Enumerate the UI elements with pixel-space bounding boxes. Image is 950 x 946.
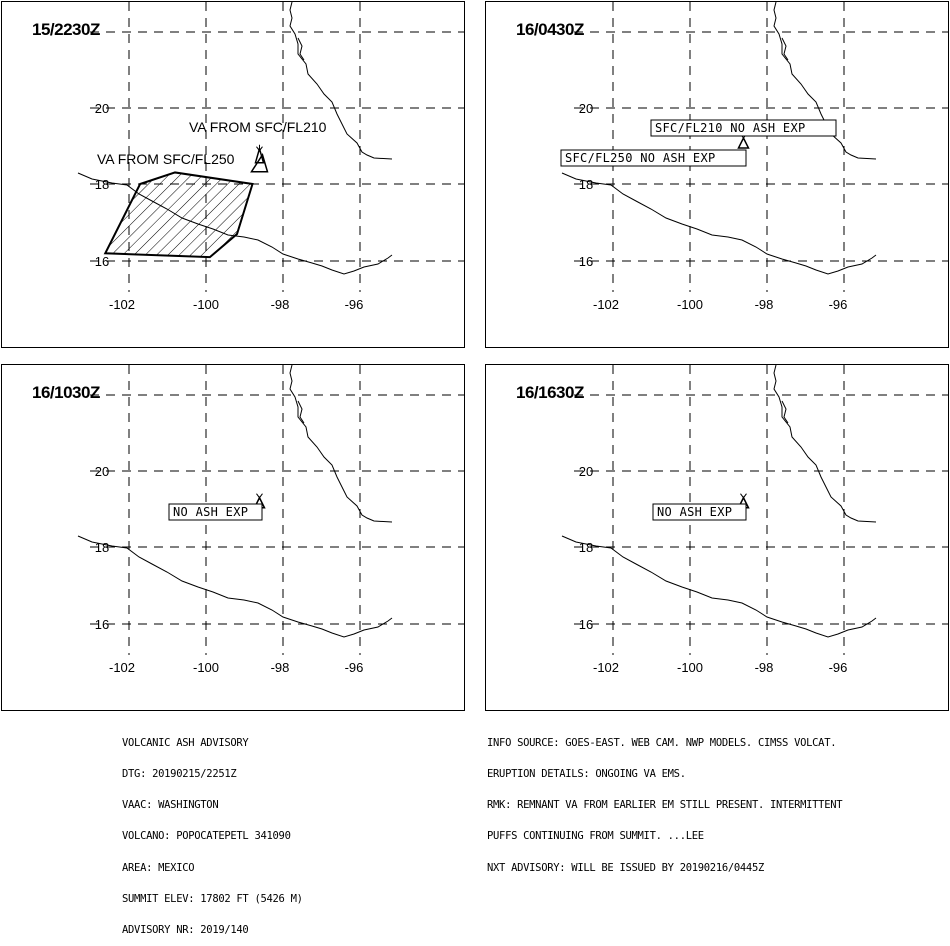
lagoon-outline bbox=[782, 38, 788, 60]
eruption-symbol bbox=[740, 494, 746, 498]
panel-3 bbox=[1, 364, 465, 711]
no-ash-label: NO ASH EXP bbox=[173, 505, 249, 519]
advisory-next: NXT ADVISORY: WILL BE ISSUED BY 20190216/0445Z bbox=[487, 861, 764, 874]
volcano-marker bbox=[738, 138, 748, 148]
lat-tick-label: 18 bbox=[578, 540, 594, 555]
advisory-vaac: VAAC: WASHINGTON bbox=[122, 799, 219, 812]
lat-tick-label: 20 bbox=[578, 101, 594, 116]
advisory-remarks-block bbox=[487, 717, 842, 883]
lon-tick-label: -100 bbox=[676, 297, 704, 312]
advisory-header-block bbox=[122, 717, 303, 946]
advisory-number: ADVISORY NR: 2019/140 bbox=[122, 924, 249, 937]
map-4 bbox=[486, 365, 949, 711]
pacific-coastline bbox=[562, 536, 876, 637]
valid-time-label: 16/0430Z bbox=[516, 20, 584, 39]
lon-tick-label: -102 bbox=[108, 660, 136, 675]
no-ash-label: SFC/FL250 NO ASH EXP bbox=[565, 151, 716, 165]
lat-tick-label: 18 bbox=[94, 177, 110, 192]
lat-tick-label: 18 bbox=[578, 177, 594, 192]
lon-tick-label: -102 bbox=[592, 297, 620, 312]
gulf-coastline bbox=[290, 2, 392, 159]
lon-tick-label: -98 bbox=[754, 660, 774, 675]
eruption-symbol bbox=[256, 145, 262, 151]
no-ash-label: SFC/FL210 NO ASH EXP bbox=[655, 121, 806, 135]
lon-tick-label: -96 bbox=[344, 297, 364, 312]
lon-tick-label: -102 bbox=[108, 297, 136, 312]
lon-tick-label: -96 bbox=[344, 660, 364, 675]
eruption-symbol bbox=[256, 494, 262, 498]
lat-tick-label: 16 bbox=[578, 254, 594, 269]
lon-tick-label: -98 bbox=[754, 297, 774, 312]
map-2 bbox=[486, 2, 949, 348]
lon-tick-label: -100 bbox=[192, 297, 220, 312]
map-1 bbox=[2, 2, 465, 348]
advisory-title: VOLCANIC ASH ADVISORY bbox=[122, 736, 249, 749]
valid-time-label: 16/1630Z bbox=[516, 383, 584, 402]
lat-tick-label: 18 bbox=[94, 540, 110, 555]
valid-time-label: 15/2230Z bbox=[32, 20, 100, 39]
lon-tick-label: -98 bbox=[270, 297, 290, 312]
lon-tick-label: -96 bbox=[828, 660, 848, 675]
map-3 bbox=[2, 365, 465, 711]
panel-2 bbox=[485, 1, 949, 348]
advisory-dtg: DTG: 20190215/2251Z bbox=[122, 768, 237, 781]
lat-tick-label: 20 bbox=[94, 101, 110, 116]
advisory-info-source: INFO SOURCE: GOES-EAST. WEB CAM. NWP MODELS. CIMSS VOLCAT. bbox=[487, 736, 837, 749]
advisory-area: AREA: MEXICO bbox=[122, 861, 195, 874]
lagoon-outline bbox=[782, 401, 788, 423]
lon-tick-label: -100 bbox=[676, 660, 704, 675]
lon-tick-label: -98 bbox=[270, 660, 290, 675]
lat-tick-label: 20 bbox=[578, 464, 594, 479]
lat-tick-label: 16 bbox=[94, 254, 110, 269]
panel-1 bbox=[1, 1, 465, 348]
advisory-remarks-cont: PUFFS CONTINUING FROM SUMMIT. ...LEE bbox=[487, 830, 704, 843]
lat-tick-label: 16 bbox=[94, 617, 110, 632]
advisory-volcano: VOLCANO: POPOCATEPETL 341090 bbox=[122, 830, 291, 843]
advisory-summit-elev: SUMMIT ELEV: 17802 FT (5426 M) bbox=[122, 892, 303, 905]
ash-layer-label: VA FROM SFC/FL250 bbox=[97, 151, 235, 167]
ash-layer-label: VA FROM SFC/FL210 bbox=[189, 119, 327, 135]
lon-tick-label: -100 bbox=[192, 660, 220, 675]
pacific-coastline bbox=[78, 536, 392, 637]
advisory-remarks: RMK: REMNANT VA FROM EARLIER EM STILL PRESENT. INTERMITTENT bbox=[487, 799, 843, 812]
lagoon-outline bbox=[298, 401, 304, 423]
pacific-coastline bbox=[562, 173, 876, 274]
gulf-coastline bbox=[290, 365, 392, 522]
lat-tick-label: 16 bbox=[578, 617, 594, 632]
valid-time-label: 16/1030Z bbox=[32, 383, 100, 402]
lon-tick-label: -96 bbox=[828, 297, 848, 312]
gulf-coastline bbox=[774, 365, 876, 522]
no-ash-label: NO ASH EXP bbox=[657, 505, 733, 519]
lat-tick-label: 20 bbox=[94, 464, 110, 479]
lon-tick-label: -102 bbox=[592, 660, 620, 675]
lagoon-outline bbox=[298, 38, 304, 60]
panel-4 bbox=[485, 364, 949, 711]
advisory-eruption-details: ERUPTION DETAILS: ONGOING VA EMS. bbox=[487, 768, 686, 781]
